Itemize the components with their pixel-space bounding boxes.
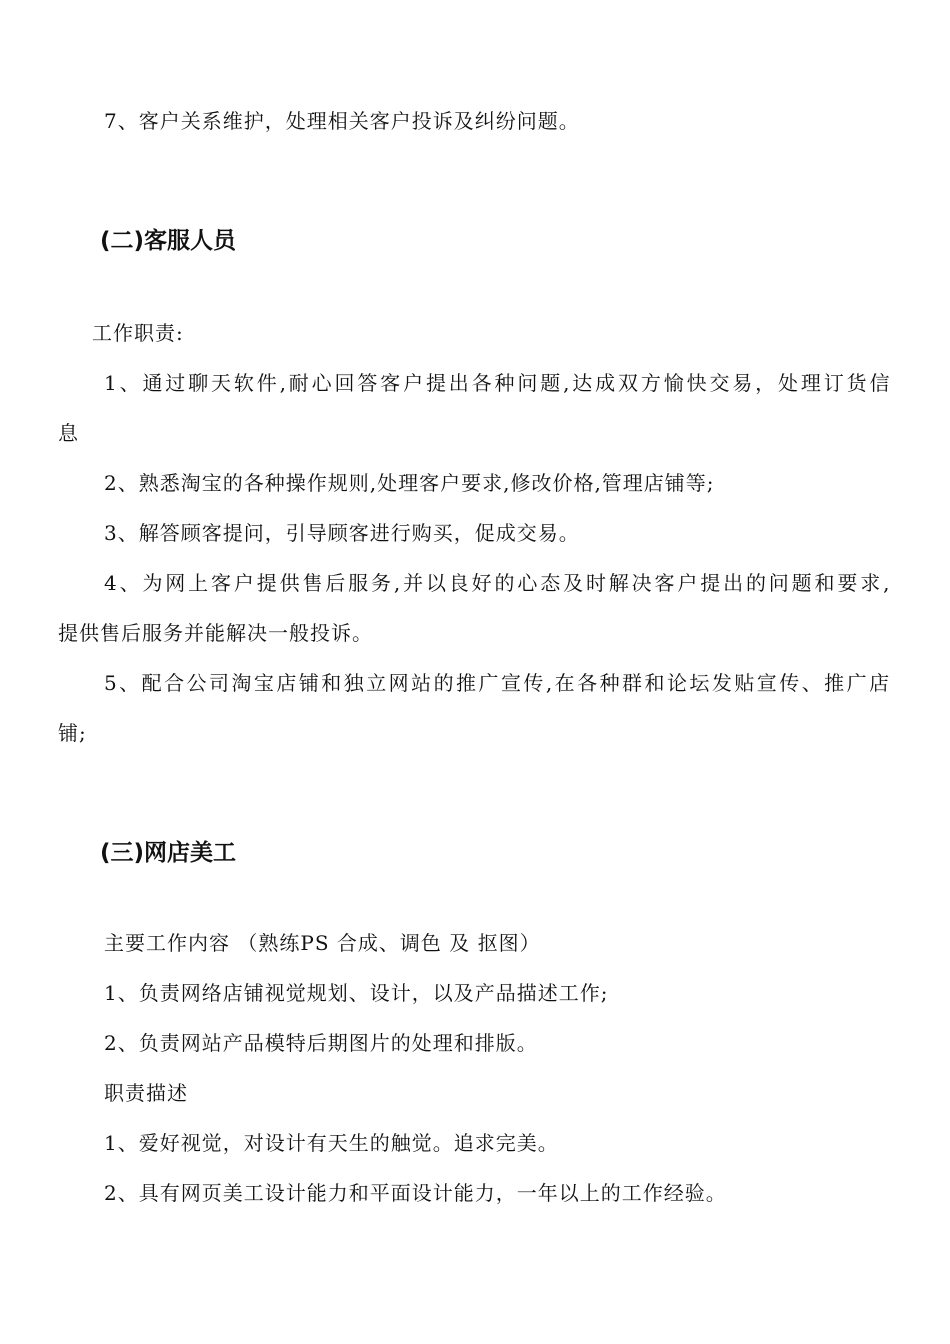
section-heading-web-designer: (三)网店美工 (100, 840, 237, 866)
description-label: 职责描述 (104, 1081, 188, 1105)
list-item: 2、负责网站产品模特后期图片的处理和排版。 (104, 1031, 538, 1055)
list-item: 2、具有网页美工设计能力和平面设计能力，一年以上的工作经验。 (104, 1181, 727, 1205)
list-item: 1、爱好视觉，对设计有天生的触觉。追求完美。 (104, 1131, 559, 1155)
list-item-continuation: 提供售后服务并能解决一般投诉。 (58, 621, 373, 645)
section-heading-customer-service: (二)客服人员 (100, 228, 237, 254)
list-item-continuation: 息 (58, 421, 79, 445)
list-item: 1、负责网络店铺视觉规划、设计，以及产品描述工作; (104, 981, 609, 1005)
list-item: 2、熟悉淘宝的各种操作规则,处理客户要求,修改价格,管理店铺等; (104, 471, 715, 495)
list-item: 1、通过聊天软件,耐心回答客户提出各种问题,达成双方愉快交易，处理订货信 (104, 371, 893, 395)
list-item: 3、解答顾客提问，引导顾客进行购买，促成交易。 (104, 521, 580, 545)
list-item: 7、客户关系维护，处理相关客户投诉及纠纷问题。 (104, 109, 580, 133)
list-item: 4、为网上客户提供售后服务,并以良好的心态及时解决客户提出的问题和要求, (104, 571, 893, 595)
duties-label: 工作职责: (92, 321, 184, 345)
list-item: 5、配合公司淘宝店铺和独立网站的推广宣传,在各种群和论坛发贴宣传、推广店 (104, 671, 892, 695)
content-label: 主要工作内容 （熟练PS 合成、调色 及 抠图） (104, 931, 541, 955)
list-item-continuation: 铺; (58, 721, 87, 745)
